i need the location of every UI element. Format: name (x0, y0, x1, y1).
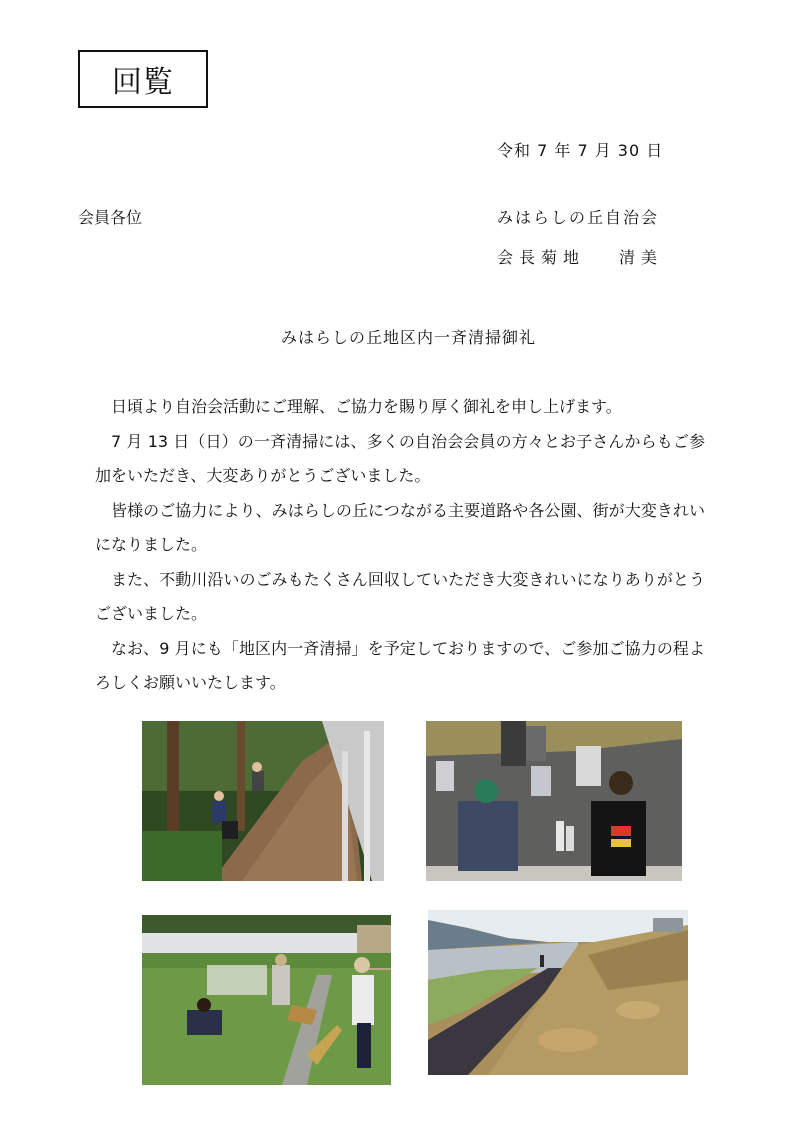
photo-slope-cleanup (142, 721, 384, 881)
paragraph: 皆様のご協力により、みはらしの丘につながる主要道路や各公園、街が大変きれいになりました。 (95, 500, 705, 554)
letter-body (95, 390, 705, 701)
photo-road-sorting (426, 721, 682, 881)
addressee: 会員各位 (78, 208, 143, 227)
photo-park-raking (142, 915, 391, 1085)
circular-stamp: 回覧 (78, 50, 208, 108)
photo-riverside-path (428, 910, 688, 1075)
sender-given-name: 清美 (619, 248, 664, 267)
paragraph: 7 月 13 日（日）の一斉清掃には、多くの自治会会員の方々とお子さんからもご参加をいただき、大変ありがとうございました。 (95, 431, 705, 485)
sender-role: 会長 (497, 248, 542, 267)
issue-date: 令和 7 年 7 月 30 日 (497, 141, 664, 160)
paragraph: 日頃より自治会活動にご理解、ご協力を賜り厚く御礼を申し上げます。 (111, 397, 622, 416)
paragraph: また、不動川沿いのごみもたくさん回収していただき大変きれいになりありがとうございました。 (95, 569, 705, 623)
sender-signature (497, 245, 663, 268)
letter-title: みはらしの丘地区内一斉清掃御礼 (281, 328, 537, 347)
sender-surname: 菊地 (541, 248, 586, 267)
sender-organization: みはらしの丘自治会 (497, 208, 660, 227)
paragraph: なお、9 月にも「地区内一斉清掃」を予定しておりますので、ご参加ご協力の程よろしくお願いいたします。 (95, 638, 705, 692)
